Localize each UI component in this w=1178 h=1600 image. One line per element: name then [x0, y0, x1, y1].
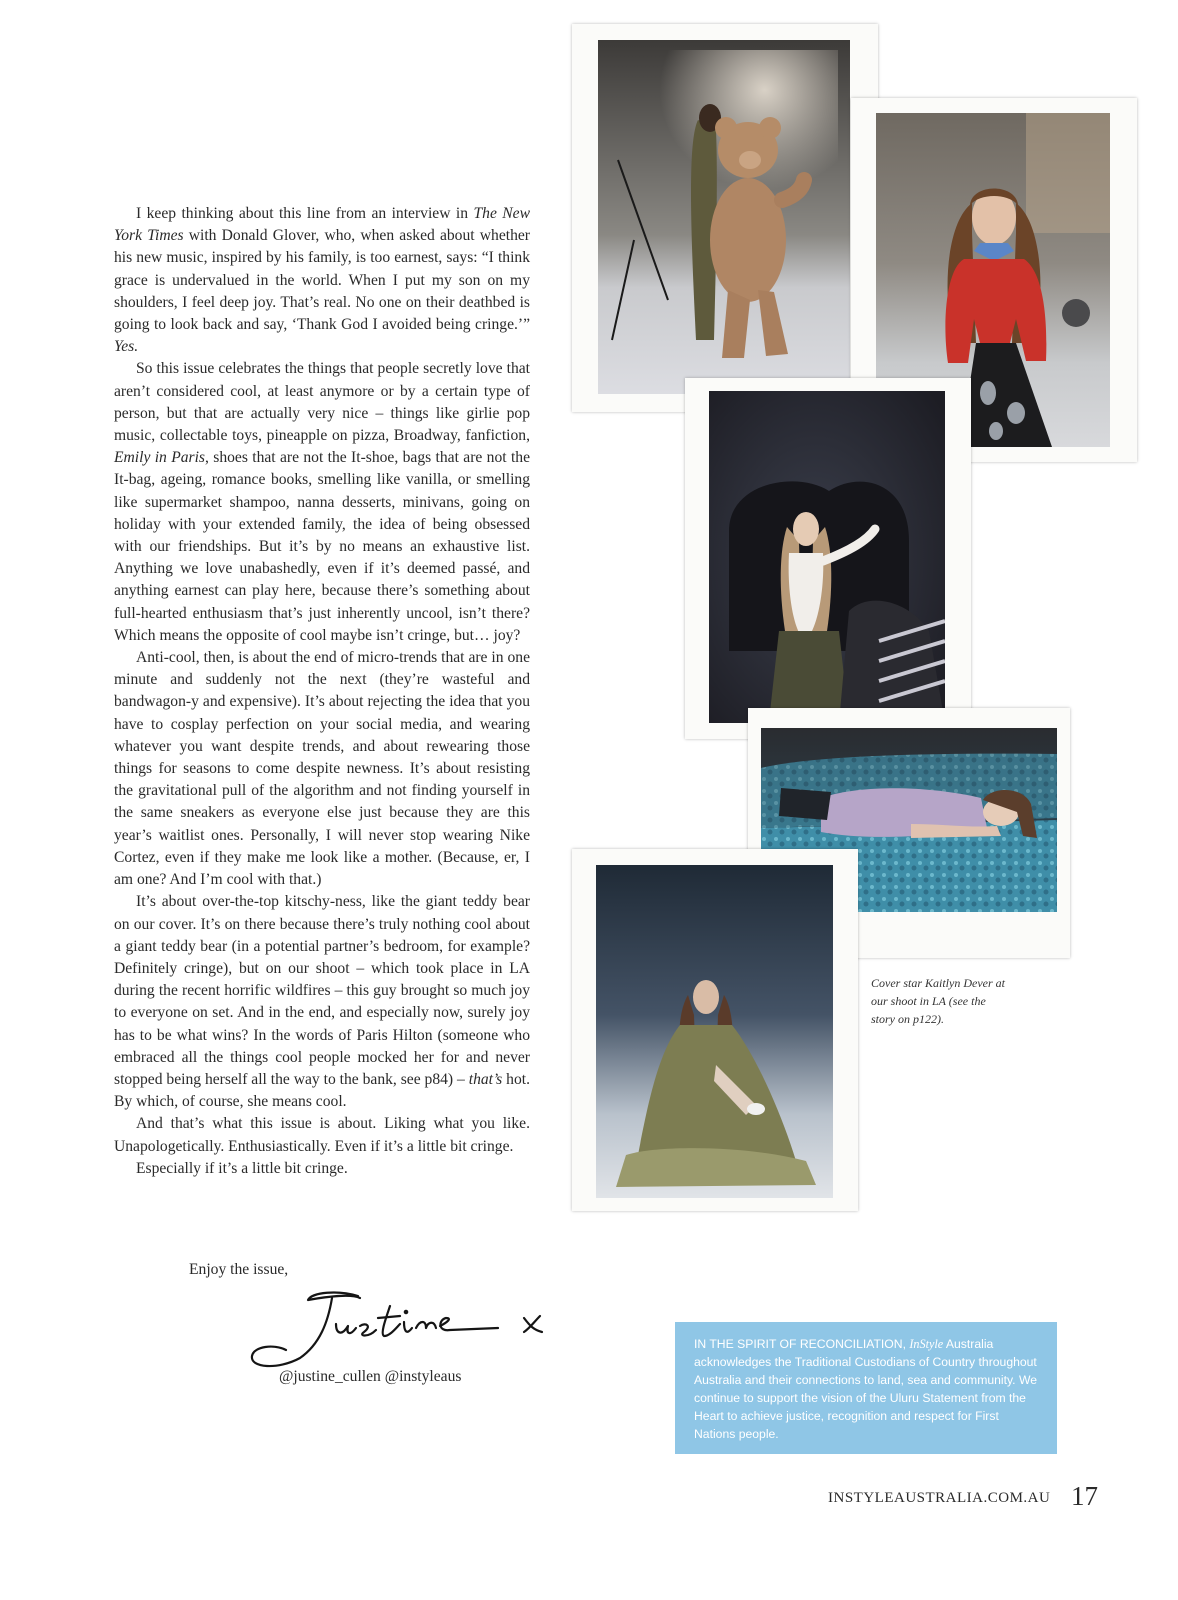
polaroid-trench-coat: [572, 849, 858, 1211]
social-handles: @justine_cullen @instyleaus: [279, 1368, 462, 1385]
paragraph-4: It’s about over-the-top kitschy-ness, like the giant teddy bear on our cover. It’s on there because there’s truly nothing cool about a giant teddy bear (in a potential partner’s bedroom, for example? Definitely cringe), but on our shoot – which took place in LA during the recent horrific wildfires – this guy brought so much joy to everyone on set. And in the end, and especially now, surely joy has to be what wins? In the words of Paris Hilton (someone who embraced all the things cool people mocked her for and never stopped being herself all the way to the bank, see p84) – that’s hot. By which, of course, she means cool.: [114, 893, 530, 1111]
paragraph-2: So this issue celebrates the things that people secretly love that aren’t considered cool, at least anymore or by a certain type of person, but that are actually very nice – things like girlie pop music, collectable toys, pineapple on pizza, Broadway, fanfiction, Emily in Paris, shoes that are not the It-shoe, bags that are not the It-bag, ageing, romance books, smelling like vanilla, or smelling like supermarket shampoo, nanna desserts, minivans, going on holiday with your extended family, the idea of being obsessed with our friendships. But it’s by no means an exhaustive list. Anything we love unabashedly, even if it’s deemed passé, and anything earnest can play here, because there’s something about full-hearted enthusiasm that’s just inherently uncool, isn’t there? Which means the opposite of cool maybe isn’t cringe, but… joy?: [114, 360, 530, 644]
paragraph-6: Especially if it’s a little bit cringe.: [136, 1159, 348, 1177]
paragraph-5: And that’s what this issue is about. Liking what you like. Unapologetically. Enthusiastically. Even if it’s a little bit cringe.: [114, 1115, 530, 1155]
paragraph-3: Anti-cool, then, is about the end of micro-trends that are in one minute and suddenly not the next (they’re wasteful and bandwagon-y and expensive). It’s about rejecting the idea that you have to cosplay perfection on your social media, and wearing whatever you want despite trends, and about rewearing those things for seasons to come despite newness. It’s about resisting the gravitational pull of the algorithm and not finding yourself in the same sneakers as everyone else just because they are this year’s waitlist ones. Personally, I will never stop wearing Nike Cortez, even if they make me look like a mother. (Because, er, I am one? And I’m cool with that.): [114, 649, 530, 889]
brand-name: InStyle: [909, 1337, 944, 1351]
reconciliation-acknowledgement: IN THE SPIRIT OF RECONCILIATION, InStyle Australia acknowledges the Traditional Custodians of Country throughout Australia and their connections to land, sea and community. We continue to support the vision of the Uluru Statement from the Heart to achieve justice, recognition and respect for First Nations people.: [675, 1322, 1057, 1454]
photo-teddy-bear: [598, 40, 850, 394]
photo-caption: Cover star Kaitlyn Dever at our shoot in LA (see the story on p122).: [871, 976, 1005, 1026]
signoff-closing: Enjoy the issue,: [189, 1261, 289, 1278]
footer-website-url[interactable]: INSTYLEAUSTRALIA.COM.AU: [828, 1490, 1051, 1506]
polaroid-teddy-bear: [572, 24, 878, 412]
handwritten-signature: [240, 1282, 560, 1378]
editor-letter-body: [114, 203, 530, 1180]
page-number: 17: [1071, 1481, 1098, 1511]
photo-trench-coat: [596, 865, 833, 1198]
show-title: Emily in Paris: [114, 449, 205, 467]
paragraph-1: I keep thinking about this line from an interview in The New York Times with Donald Glover, who, when asked about whether his new music, inspired by his family, is too earnest, says: “I think grace is undervalued in the world. When I put my son on my shoulders, I feel deep joy. That’s real. No one on their deathbed is going to look back and say, ‘Thank God I avoided being cringe.’” Yes.: [114, 205, 531, 356]
photo-dark-chair: [709, 391, 945, 723]
publication-name: The New York Times: [114, 205, 531, 245]
polaroid-dark-chair: [685, 378, 971, 739]
